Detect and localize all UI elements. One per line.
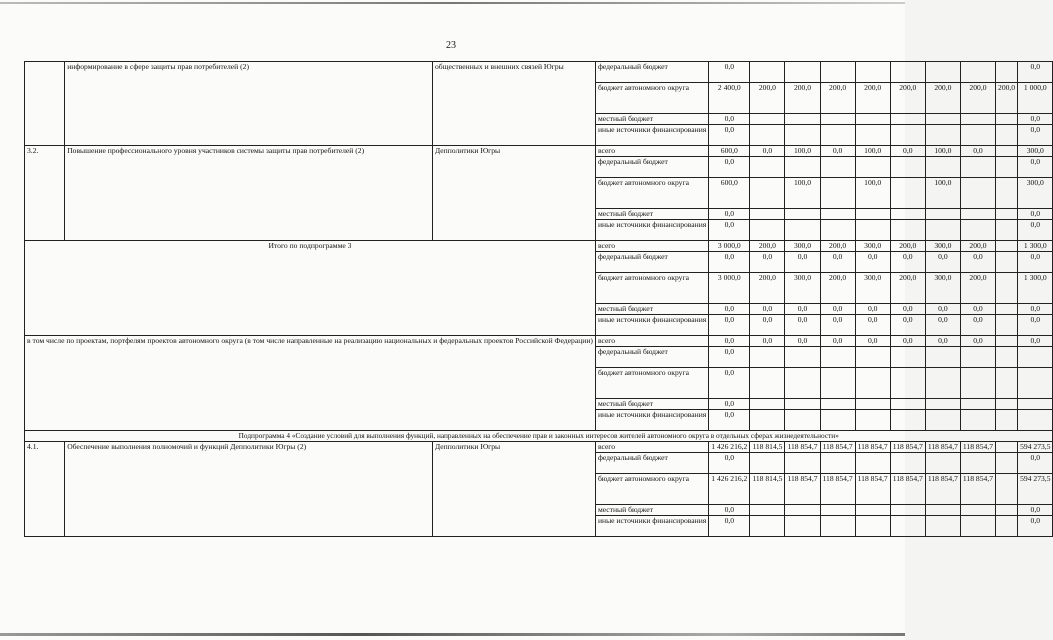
value-cell: 0,0 (960, 304, 995, 315)
value-cell: 0,0 (750, 336, 785, 347)
value-cell (890, 178, 925, 209)
value-cell: 0,0 (709, 368, 750, 399)
value-cell: 0,0 (785, 304, 820, 315)
value-cell: 3 000,0 (709, 273, 750, 304)
funding-source: бюджет автономного округа (595, 178, 708, 209)
value-cell: 0,0 (925, 252, 960, 273)
funding-source: бюджет автономного округа (595, 273, 708, 304)
value-cell (820, 504, 855, 515)
value-cell (996, 452, 1018, 473)
value-cell (820, 410, 855, 431)
value-cell: 0,0 (1018, 62, 1053, 83)
value-cell (960, 515, 995, 536)
value-cell: 118 854,7 (890, 441, 925, 452)
funding-source: федеральный бюджет (595, 157, 708, 178)
value-cell (855, 347, 890, 368)
value-cell (996, 125, 1018, 146)
value-cell: 200,0 (960, 241, 995, 252)
value-cell (820, 114, 855, 125)
table-row (25, 336, 1053, 347)
scan-top-edge (0, 2, 905, 4)
value-cell: 0,0 (785, 315, 820, 336)
value-cell (785, 114, 820, 125)
value-cell (855, 125, 890, 146)
value-cell (996, 515, 1018, 536)
value-cell (925, 399, 960, 410)
value-cell (925, 515, 960, 536)
value-cell (785, 410, 820, 431)
value-cell: 0,0 (750, 252, 785, 273)
value-cell (750, 209, 785, 220)
value-cell: 0,0 (960, 336, 995, 347)
value-cell: 0,0 (890, 146, 925, 157)
value-cell (890, 504, 925, 515)
value-cell: 118 854,7 (925, 441, 960, 452)
item-name: информирование в сфере защиты прав потребителей (2) (65, 62, 433, 146)
funding-source: всего (595, 146, 708, 157)
value-cell: 0,0 (709, 62, 750, 83)
value-cell: 300,0 (1018, 146, 1053, 157)
value-cell (925, 114, 960, 125)
value-cell (750, 220, 785, 241)
value-cell (996, 220, 1018, 241)
value-cell (785, 220, 820, 241)
value-cell: 0,0 (1018, 504, 1053, 515)
value-cell: 100,0 (785, 146, 820, 157)
item-number: 3.2. (25, 146, 65, 241)
value-cell: 0,0 (890, 336, 925, 347)
value-cell (960, 114, 995, 125)
value-cell (925, 347, 960, 368)
value-cell: 200,0 (750, 273, 785, 304)
value-cell (996, 304, 1018, 315)
value-cell: 0,0 (820, 304, 855, 315)
value-cell: 118 854,7 (785, 441, 820, 452)
value-cell (750, 399, 785, 410)
item-name: Повышение профессионального уровня участников системы защиты прав потребителей (2) (65, 146, 433, 241)
value-cell: 0,0 (709, 315, 750, 336)
value-cell (925, 410, 960, 431)
value-cell: 0,0 (820, 146, 855, 157)
funding-source: иные источники финансирования (595, 125, 708, 146)
value-cell (996, 473, 1018, 504)
value-cell: 118 854,7 (960, 441, 995, 452)
value-cell (996, 209, 1018, 220)
value-cell (996, 241, 1018, 252)
value-cell: 118 854,7 (855, 441, 890, 452)
value-cell: 0,0 (1018, 220, 1053, 241)
table-row (25, 146, 1053, 157)
value-cell (1018, 347, 1053, 368)
value-cell (890, 347, 925, 368)
value-cell (820, 209, 855, 220)
value-cell (855, 209, 890, 220)
scan-bottom-edge (0, 633, 905, 636)
table-row (25, 241, 1053, 252)
value-cell (960, 452, 995, 473)
value-cell: 200,0 (890, 273, 925, 304)
value-cell: 2 400,0 (709, 83, 750, 114)
value-cell: 300,0 (855, 273, 890, 304)
item-name: Обеспечение выполнения полномочий и функций Депполитики Югры (2) (65, 441, 433, 536)
value-cell (996, 273, 1018, 304)
value-cell (785, 399, 820, 410)
value-cell (960, 62, 995, 83)
value-cell (925, 62, 960, 83)
funding-source: федеральный бюджет (595, 347, 708, 368)
value-cell (855, 220, 890, 241)
value-cell: 200,0 (996, 83, 1018, 114)
value-cell (785, 515, 820, 536)
value-cell (750, 178, 785, 209)
budget-table-body (25, 62, 1053, 537)
value-cell: 0,0 (709, 515, 750, 536)
value-cell: 0,0 (925, 315, 960, 336)
value-cell: 0,0 (709, 452, 750, 473)
funding-source: местный бюджет (595, 114, 708, 125)
value-cell (925, 125, 960, 146)
value-cell: 0,0 (890, 304, 925, 315)
value-cell: 100,0 (855, 178, 890, 209)
value-cell (855, 504, 890, 515)
value-cell: 200,0 (820, 83, 855, 114)
value-cell: 0,0 (925, 304, 960, 315)
value-cell: 0,0 (1018, 315, 1053, 336)
value-cell (855, 114, 890, 125)
value-cell: 0,0 (820, 252, 855, 273)
value-cell: 0,0 (709, 399, 750, 410)
value-cell: 200,0 (785, 83, 820, 114)
value-cell (855, 368, 890, 399)
value-cell: 118 854,7 (890, 473, 925, 504)
value-cell: 0,0 (709, 304, 750, 315)
value-cell: 300,0 (1018, 178, 1053, 209)
funding-source: федеральный бюджет (595, 252, 708, 273)
value-cell (785, 125, 820, 146)
value-cell (890, 114, 925, 125)
item-number: 4.1. (25, 441, 65, 536)
value-cell (890, 209, 925, 220)
value-cell: 100,0 (925, 146, 960, 157)
subprogram-banner-row (25, 431, 1053, 442)
value-cell (855, 452, 890, 473)
value-cell: 118 854,7 (820, 441, 855, 452)
value-cell (960, 347, 995, 368)
value-cell (820, 125, 855, 146)
value-cell (996, 504, 1018, 515)
value-cell: 118 854,7 (925, 473, 960, 504)
value-cell: 0,0 (750, 146, 785, 157)
value-cell (1018, 410, 1053, 431)
value-cell: 0,0 (750, 304, 785, 315)
funding-source: местный бюджет (595, 304, 708, 315)
value-cell: 0,0 (1018, 157, 1053, 178)
value-cell (750, 504, 785, 515)
value-cell (750, 125, 785, 146)
value-cell: 300,0 (785, 273, 820, 304)
value-cell (890, 452, 925, 473)
section-title: в том числе по проектам, портфелям проектов автономного округа (в том числе направленные на реализацию национальных и федеральных проектов Российской Федерации) (25, 336, 596, 431)
value-cell: 600,0 (709, 146, 750, 157)
value-cell (750, 368, 785, 399)
value-cell (925, 504, 960, 515)
value-cell: 300,0 (925, 241, 960, 252)
value-cell (820, 62, 855, 83)
value-cell: 0,0 (1018, 515, 1053, 536)
value-cell (960, 209, 995, 220)
value-cell: 200,0 (890, 241, 925, 252)
value-cell: 200,0 (820, 273, 855, 304)
value-cell (996, 178, 1018, 209)
value-cell (785, 157, 820, 178)
value-cell (996, 410, 1018, 431)
value-cell: 0,0 (1018, 336, 1053, 347)
value-cell: 0,0 (709, 252, 750, 273)
value-cell (960, 157, 995, 178)
value-cell: 0,0 (855, 315, 890, 336)
value-cell: 118 854,7 (820, 473, 855, 504)
funding-source: бюджет автономного округа (595, 83, 708, 114)
value-cell (750, 62, 785, 83)
value-cell: 0,0 (709, 504, 750, 515)
value-cell (960, 178, 995, 209)
funding-source: местный бюджет (595, 504, 708, 515)
value-cell: 100,0 (855, 146, 890, 157)
value-cell: 0,0 (750, 315, 785, 336)
value-cell (960, 399, 995, 410)
value-cell: 0,0 (785, 336, 820, 347)
value-cell: 200,0 (750, 241, 785, 252)
value-cell (1018, 399, 1053, 410)
value-cell: 0,0 (709, 209, 750, 220)
value-cell: 200,0 (925, 83, 960, 114)
funding-source: иные источники финансирования (595, 515, 708, 536)
value-cell: 200,0 (960, 83, 995, 114)
value-cell: 200,0 (750, 83, 785, 114)
value-cell: 1 300,0 (1018, 241, 1053, 252)
value-cell (820, 347, 855, 368)
value-cell (785, 504, 820, 515)
value-cell (960, 125, 995, 146)
value-cell: 0,0 (855, 336, 890, 347)
value-cell: 0,0 (820, 315, 855, 336)
value-cell: 0,0 (1018, 452, 1053, 473)
value-cell: 0,0 (785, 252, 820, 273)
value-cell: 0,0 (709, 114, 750, 125)
value-cell: 594 273,5 (1018, 441, 1053, 452)
value-cell: 0,0 (1018, 209, 1053, 220)
value-cell (960, 368, 995, 399)
value-cell (855, 157, 890, 178)
value-cell (890, 125, 925, 146)
value-cell: 0,0 (709, 410, 750, 431)
value-cell (785, 368, 820, 399)
value-cell: 0,0 (925, 336, 960, 347)
value-cell: 300,0 (925, 273, 960, 304)
value-cell (996, 441, 1018, 452)
funding-source: бюджет автономного округа (595, 368, 708, 399)
value-cell: 300,0 (785, 241, 820, 252)
subprogram-title: Подпрограмма 4 «Создание условий для выполнения функций, направленных на обеспечение прав и законных интересов жителей автономного округа в отдельных сферах жизнедеятельности» (25, 431, 1053, 442)
funding-source: федеральный бюджет (595, 452, 708, 473)
value-cell: 0,0 (1018, 252, 1053, 273)
value-cell: 0,0 (960, 315, 995, 336)
funding-source: всего (595, 241, 708, 252)
value-cell (785, 347, 820, 368)
value-cell (820, 368, 855, 399)
value-cell: 200,0 (890, 83, 925, 114)
value-cell (960, 220, 995, 241)
value-cell: 200,0 (960, 273, 995, 304)
value-cell: 0,0 (709, 347, 750, 368)
value-cell (890, 62, 925, 83)
value-cell (996, 252, 1018, 273)
budget-table (24, 61, 1053, 537)
value-cell: 200,0 (855, 83, 890, 114)
value-cell: 0,0 (820, 336, 855, 347)
value-cell (890, 410, 925, 431)
value-cell (820, 452, 855, 473)
value-cell: 0,0 (1018, 114, 1053, 125)
value-cell (890, 157, 925, 178)
value-cell (750, 452, 785, 473)
value-cell: 0,0 (890, 315, 925, 336)
value-cell (960, 410, 995, 431)
value-cell: 0,0 (709, 220, 750, 241)
page-number: 23 (446, 40, 456, 51)
value-cell: 118 854,7 (960, 473, 995, 504)
value-cell: 0,0 (890, 252, 925, 273)
item-executor: Депполитики Югры (432, 441, 595, 536)
value-cell: 300,0 (855, 241, 890, 252)
value-cell: 100,0 (785, 178, 820, 209)
value-cell (925, 209, 960, 220)
value-cell (855, 515, 890, 536)
value-cell (820, 220, 855, 241)
value-cell: 0,0 (960, 252, 995, 273)
value-cell (855, 399, 890, 410)
value-cell (785, 209, 820, 220)
funding-source: бюджет автономного округа (595, 473, 708, 504)
funding-source: всего (595, 336, 708, 347)
value-cell (996, 347, 1018, 368)
value-cell: 118 814,5 (750, 473, 785, 504)
value-cell: 100,0 (925, 178, 960, 209)
value-cell: 0,0 (709, 336, 750, 347)
value-cell (996, 62, 1018, 83)
value-cell (855, 62, 890, 83)
value-cell (890, 399, 925, 410)
value-cell (750, 410, 785, 431)
value-cell (890, 515, 925, 536)
value-cell (890, 368, 925, 399)
value-cell (996, 146, 1018, 157)
item-executor: Депполитики Югры (432, 146, 595, 241)
value-cell (996, 315, 1018, 336)
value-cell (925, 368, 960, 399)
value-cell: 1 426 216,2 (709, 473, 750, 504)
value-cell: 0,0 (855, 304, 890, 315)
value-cell: 118 814,5 (750, 441, 785, 452)
value-cell (996, 368, 1018, 399)
funding-source: иные источники финансирования (595, 315, 708, 336)
value-cell (996, 399, 1018, 410)
value-cell (1018, 368, 1053, 399)
value-cell (925, 452, 960, 473)
value-cell: 0,0 (709, 157, 750, 178)
funding-source: федеральный бюджет (595, 62, 708, 83)
value-cell: 0,0 (1018, 304, 1053, 315)
value-cell: 600,0 (709, 178, 750, 209)
value-cell (890, 220, 925, 241)
funding-source: местный бюджет (595, 399, 708, 410)
value-cell (820, 399, 855, 410)
value-cell: 594 273,5 (1018, 473, 1053, 504)
value-cell (996, 157, 1018, 178)
value-cell: 0,0 (960, 146, 995, 157)
value-cell (820, 178, 855, 209)
table-row (25, 62, 1053, 83)
value-cell: 0,0 (1018, 125, 1053, 146)
value-cell (750, 114, 785, 125)
value-cell (785, 452, 820, 473)
value-cell (996, 336, 1018, 347)
value-cell (925, 157, 960, 178)
value-cell (750, 515, 785, 536)
table-row (25, 441, 1053, 452)
value-cell: 0,0 (855, 252, 890, 273)
value-cell (996, 114, 1018, 125)
funding-source: иные источники финансирования (595, 220, 708, 241)
value-cell (855, 410, 890, 431)
item-executor: общественных и внешних связей Югры (432, 62, 595, 146)
value-cell (785, 62, 820, 83)
funding-source: всего (595, 441, 708, 452)
value-cell: 1 000,0 (1018, 83, 1053, 114)
section-title: Итого по подпрограмме 3 (25, 241, 596, 336)
value-cell (925, 220, 960, 241)
value-cell: 0,0 (709, 125, 750, 146)
value-cell (750, 157, 785, 178)
value-cell: 118 854,7 (855, 473, 890, 504)
value-cell: 3 000,0 (709, 241, 750, 252)
funding-source: местный бюджет (595, 209, 708, 220)
value-cell: 200,0 (820, 241, 855, 252)
value-cell (820, 157, 855, 178)
value-cell (960, 504, 995, 515)
value-cell: 118 854,7 (785, 473, 820, 504)
value-cell: 1 426 216,2 (709, 441, 750, 452)
item-number (25, 62, 65, 146)
value-cell (820, 515, 855, 536)
value-cell: 1 300,0 (1018, 273, 1053, 304)
value-cell (750, 347, 785, 368)
funding-source: иные источники финансирования (595, 410, 708, 431)
